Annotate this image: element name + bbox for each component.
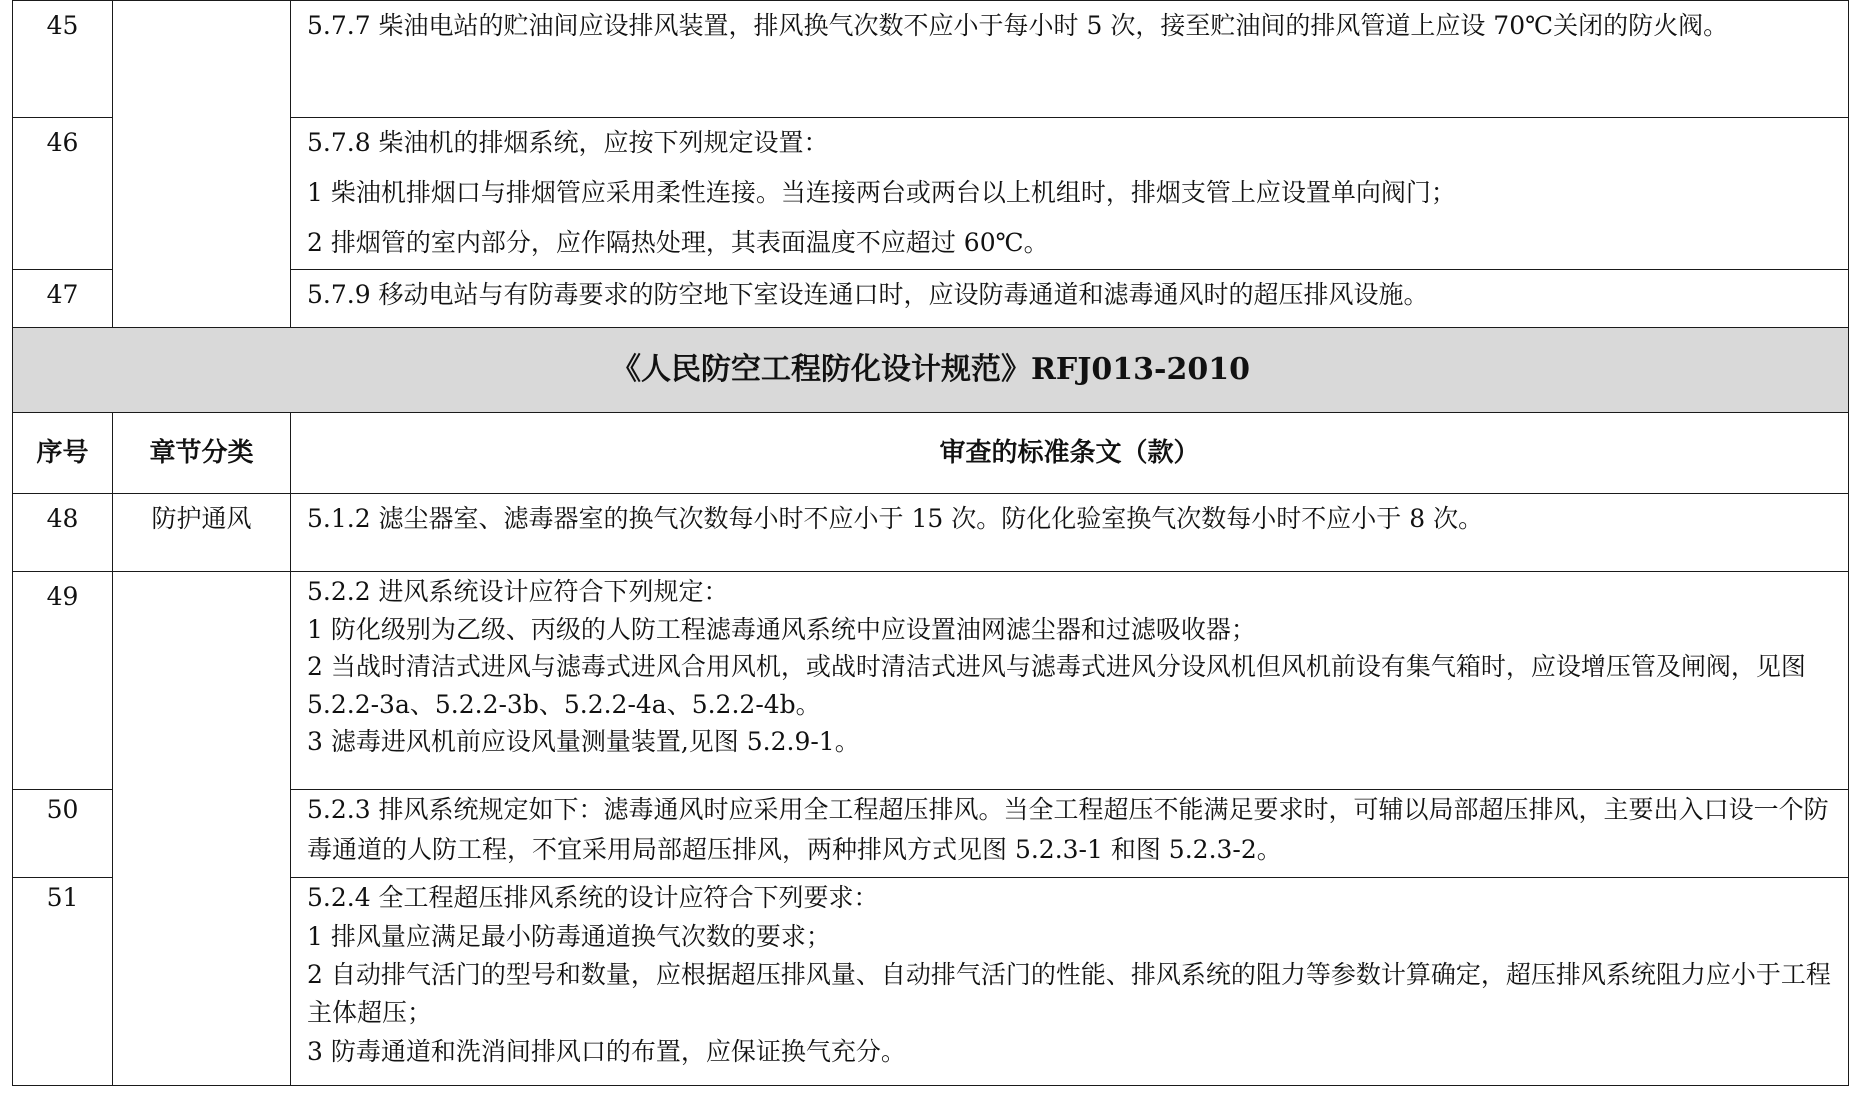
row-number: 47 xyxy=(13,270,113,328)
category-cell: 防护通风 xyxy=(113,494,291,572)
row-number: 46 xyxy=(13,118,113,270)
clause-line: 2 当战时清洁式进风与滤毒式进风合用风机，或战时清洁式进风与滤毒式进风分设风机但风机前设有集气箱时，应设增压管及闸阀，见图 5.2.2-3a、5.2.2-3b、5.2.2-4a、5.2.2-4b。 xyxy=(307,652,1806,719)
row-number: 48 xyxy=(13,494,113,572)
row-number: 49 xyxy=(13,572,113,790)
table-row xyxy=(13,572,1849,790)
clause-line: 5.2.4 全工程超压排风系统的设计应符合下列要求： xyxy=(307,883,879,912)
category-cell xyxy=(113,1,291,328)
clause-line: 3 防毒通道和洗消间排风口的布置，应保证换气充分。 xyxy=(307,1037,906,1066)
clause-line: 5.7.8 柴油机的排烟系统，应按下列规定设置： xyxy=(307,128,829,157)
clause-text xyxy=(291,790,1849,878)
clause-line: 5.1.2 滤尘器室、滤毒器室的换气次数每小时不应小于 15 次。防化化验室换气次数每小时不应小于 8 次。 xyxy=(307,504,1484,533)
standards-table xyxy=(12,0,1849,1086)
table-row xyxy=(13,494,1849,572)
category-cell-empty xyxy=(113,572,291,1086)
clause-line: 1 防化级别为乙级、丙级的人防工程滤毒通风系统中应设置油网滤尘器和过滤吸收器； xyxy=(307,615,1256,644)
clause-text xyxy=(291,572,1849,790)
row-number: 50 xyxy=(13,790,113,878)
clause-text xyxy=(291,1,1849,118)
clause-text xyxy=(291,270,1849,328)
header-clause: 审查的标准条文（款） xyxy=(291,413,1849,494)
row-number: 45 xyxy=(13,1,113,118)
clause-text xyxy=(291,494,1849,572)
clause-line: 2 自动排气活门的型号和数量，应根据超压排风量、自动排气活门的性能、排风系统的阻力等参数计算确定，超压排风系统阻力应小于工程主体超压； xyxy=(307,960,1831,1027)
section-title-row xyxy=(13,328,1849,413)
table-header-row xyxy=(13,413,1849,494)
clause-line: 1 排风量应满足最小防毒通道换气次数的要求； xyxy=(307,922,831,951)
table-row xyxy=(13,1,1849,118)
document-page xyxy=(12,0,1848,1086)
clause-line: 2 排烟管的室内部分，应作隔热处理，其表面温度不应超过 60℃。 xyxy=(307,228,1049,257)
clause-line: 3 滤毒进风机前应设风量测量装置,见图 5.2.9-1。 xyxy=(307,727,860,756)
clause-text xyxy=(291,878,1849,1086)
clause-text xyxy=(291,118,1849,270)
header-category: 章节分类 xyxy=(113,413,291,494)
clause-line: 5.7.9 移动电站与有防毒要求的防空地下室设连通口时，应设防毒通道和滤毒通风时的超压排风设施。 xyxy=(307,280,1429,309)
clause-line: 1 柴油机排烟口与排烟管应采用柔性连接。当连接两台或两台以上机组时，排烟支管上应设置单向阀门； xyxy=(307,178,1456,207)
row-number: 51 xyxy=(13,878,113,1086)
header-number: 序号 xyxy=(13,413,113,494)
clause-line: 5.2.3 排风系统规定如下：滤毒通风时应采用全工程超压排风。当全工程超压不能满足要求时，可辅以局部超压排风，主要出入口设一个防毒通道的人防工程，不宜采用局部超压排风，两种排风方式见图 5.2.3-1 和图 5.2.3-2。 xyxy=(307,795,1829,864)
clause-line: 5.2.2 进风系统设计应符合下列规定： xyxy=(307,577,729,606)
section-title: 《人民防空工程防化设计规范》RFJ013-2010 xyxy=(13,328,1849,413)
clause-line: 5.7.7 柴油电站的贮油间应设排风装置，排风换气次数不应小于每小时 5 次，接至贮油间的排风管道上应设 70℃关闭的防火阀。 xyxy=(307,11,1729,40)
